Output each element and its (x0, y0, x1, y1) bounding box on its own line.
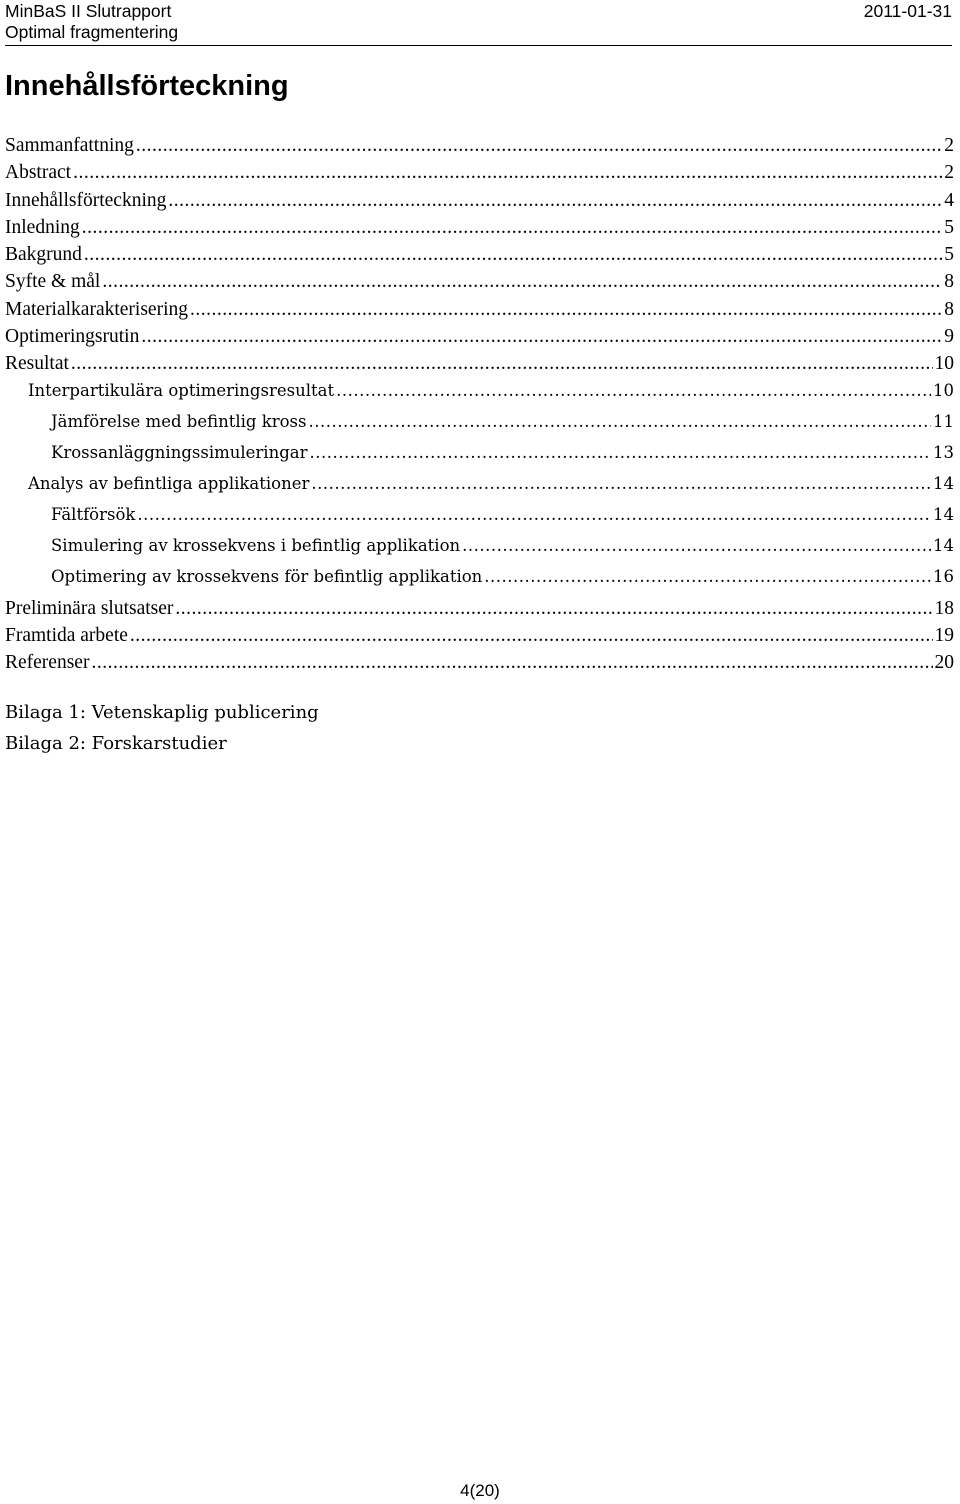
toc-entry-label: Fältförsök (51, 504, 136, 524)
toc-entry-page: 14 (933, 535, 954, 555)
toc-entry[interactable] (5, 412, 954, 443)
toc-entry-page: 2 (944, 135, 954, 156)
toc-entry[interactable] (5, 381, 954, 412)
toc-entry-label: Interpartikulära optimeringsresultat (28, 380, 335, 400)
appendix-item: Bilaga 1: Vetenskaplig publicering (5, 702, 319, 723)
toc-heading: Innehållsförteckning (5, 70, 289, 102)
appendix-item: Bilaga 2: Forskarstudier (5, 733, 227, 754)
toc-entry-page: 19 (934, 624, 954, 646)
toc-dot-leader (308, 412, 931, 431)
toc-entry-label: Preliminära slutsatser (5, 597, 174, 619)
toc-entry[interactable] (5, 443, 954, 474)
toc-entry[interactable] (5, 625, 954, 652)
toc-entry-label: Syfte & mål (5, 271, 101, 293)
table-of-contents (5, 135, 954, 680)
header-date: 2011-01-31 (863, 1, 952, 21)
appendix-list (5, 697, 319, 759)
toc-entry-label: Inledning (5, 216, 80, 238)
toc-entry-page: 4 (944, 189, 954, 211)
toc-entry-label: Analys av befintliga applikationer (28, 473, 310, 493)
toc-dot-leader (137, 505, 931, 524)
toc-dot-leader (311, 474, 931, 493)
toc-entry[interactable] (5, 271, 954, 298)
header-subtitle: Optimal fragmentering (5, 22, 179, 42)
toc-dot-leader (336, 381, 931, 400)
toc-entry-page: 14 (933, 473, 954, 493)
toc-entry-label: Resultat (5, 353, 69, 375)
toc-entry[interactable] (5, 244, 954, 271)
toc-entry-page: 5 (944, 216, 954, 238)
toc-entry-label: Framtida arbete (5, 624, 128, 646)
toc-dot-leader (130, 625, 933, 647)
page-number: 4(20) (460, 1481, 500, 1500)
toc-dot-leader (73, 162, 942, 184)
toc-entry-label: Krossanläggningssimuleringar (51, 442, 308, 462)
toc-entry[interactable] (5, 135, 954, 162)
toc-dot-leader (102, 271, 942, 293)
toc-entry-page: 8 (944, 298, 954, 320)
toc-dot-leader (309, 443, 931, 462)
toc-entry[interactable] (5, 217, 954, 244)
toc-entry[interactable] (5, 162, 954, 189)
toc-entry-page: 13 (933, 442, 954, 462)
toc-entry-label: Sammanfattning (5, 135, 134, 156)
toc-entry[interactable] (5, 190, 954, 217)
toc-entry-page: 9 (944, 326, 954, 348)
toc-entry-label: Bakgrund (5, 244, 82, 266)
toc-entry-label: Optimering av krossekvens för befintlig applikation (51, 566, 483, 586)
toc-entry-label: Materialkarakterisering (5, 298, 188, 320)
toc-dot-leader (175, 598, 932, 620)
toc-dot-leader (91, 652, 932, 674)
toc-dot-leader (84, 244, 942, 266)
toc-entry[interactable] (5, 505, 954, 536)
toc-dot-leader (190, 299, 942, 321)
toc-dot-leader (462, 536, 931, 555)
toc-dot-leader (168, 190, 942, 212)
toc-entry[interactable] (5, 326, 954, 353)
toc-dot-leader (141, 326, 942, 348)
toc-entry-page: 11 (933, 411, 954, 431)
toc-entry[interactable] (5, 567, 954, 598)
toc-entry-label: Abstract (5, 162, 72, 184)
toc-entry-label: Simulering av krossekvens i befintlig applikation (51, 535, 461, 555)
toc-entry-page: 10 (933, 380, 954, 400)
toc-entry-page: 18 (934, 597, 954, 619)
toc-entry[interactable] (5, 652, 954, 679)
toc-entry[interactable] (5, 598, 954, 625)
toc-entry-page: 14 (933, 504, 954, 524)
page-header (5, 0, 952, 46)
toc-entry-label: Referenser (5, 652, 90, 674)
toc-entry[interactable] (5, 353, 954, 380)
toc-entry-label: Optimeringsrutin (5, 326, 140, 348)
toc-entry-page: 10 (934, 353, 954, 375)
header-doc-title: MinBaS II Slutrapport (5, 1, 172, 21)
toc-dot-leader (71, 353, 933, 375)
toc-dot-leader (136, 135, 942, 157)
toc-entry-label: Jämförelse med befintlig kross (51, 411, 307, 431)
toc-entry-page: 16 (933, 566, 954, 586)
toc-entry-page: 2 (944, 162, 954, 184)
toc-entry-page: 20 (934, 652, 954, 674)
toc-entry-page: 8 (944, 271, 954, 293)
toc-entry-label: Innehållsförteckning (5, 189, 167, 211)
toc-dot-leader (82, 217, 943, 239)
toc-dot-leader (484, 567, 931, 586)
toc-entry-page: 5 (944, 244, 954, 266)
toc-entry[interactable] (5, 299, 954, 326)
toc-entry[interactable] (5, 536, 954, 567)
toc-entry[interactable] (5, 474, 954, 505)
